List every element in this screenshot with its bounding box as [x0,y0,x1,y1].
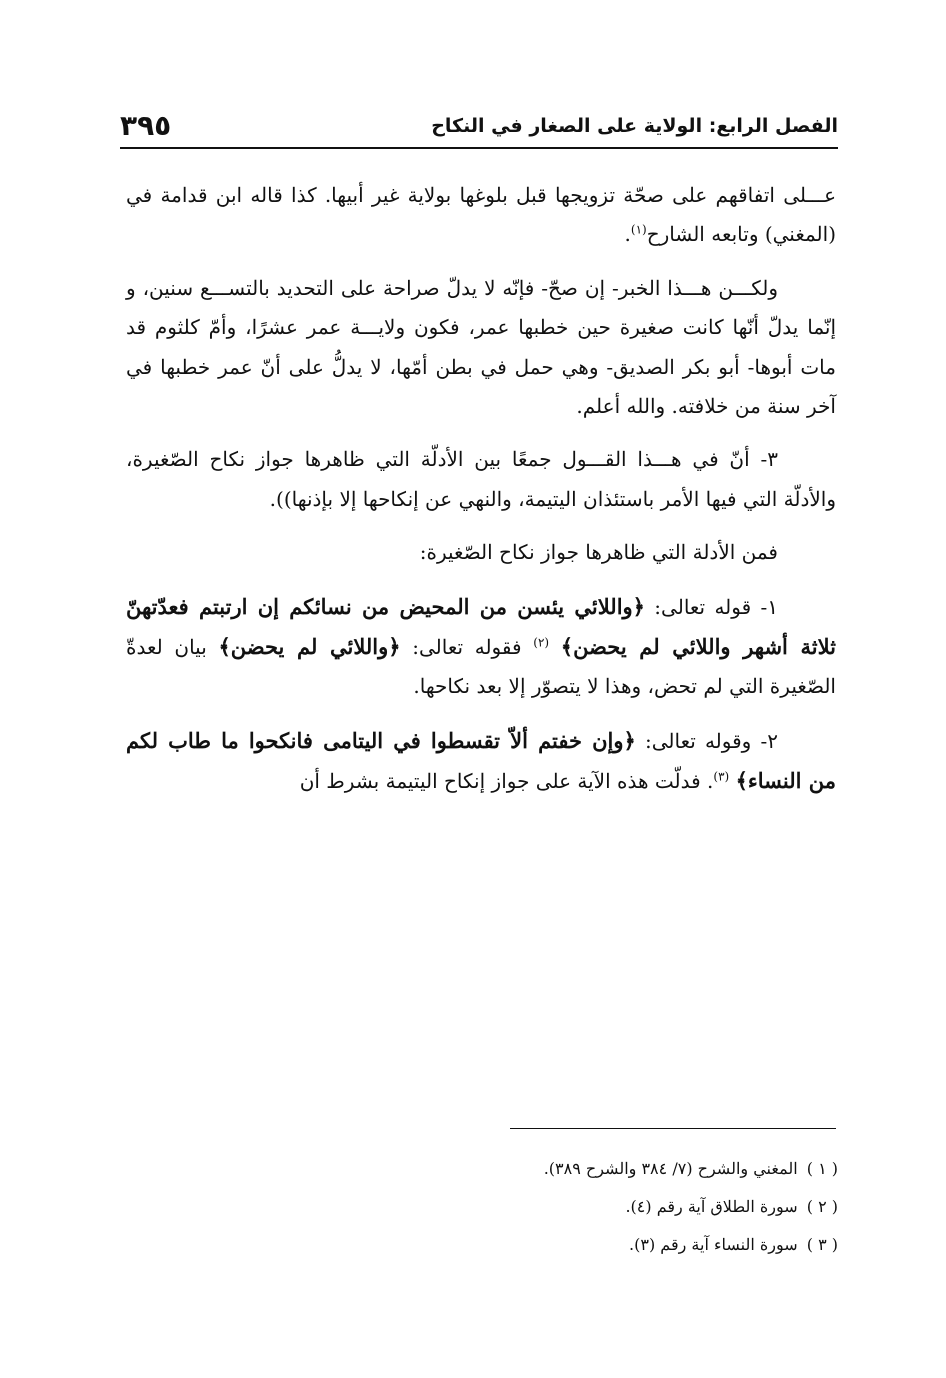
evidence-1-end: بيان لعدةّ الصّغيرة التي لم تحض، وهذا لا يتصوّر إلا بعد نكاحها. [126,635,836,699]
footnote-3-text: سورة النساء آية رقم (٣). [629,1235,798,1254]
footnote-ref-2: (٢) [533,635,550,650]
footnotes [126,1150,838,1264]
footnote-3-mark: ( ٣ ) [806,1235,838,1254]
paragraph-2: ولكـــن هـــذا الخبر- إن صحّ- فإنّه لا يدلّ صراحة على التحديد بالتســـع سنين، و إنّما يدلّ أنّها كانت صغيرة حين خطبها عمر، فكون ولايـــة عمر عشرًا، وأمّ كلثوم قد مات أبوها- أبو بكر الصديق- وهي حمل في بطن أمّها، لا يدلُّ على أنّ عمر خطبها في آخر سنة من خلافته. والله أعلم. [126,275,836,419]
paragraph-1-text: عـــلى اتفاقهم على صحّة تزويجها قبل بلوغها بولاية غير أبيها. كذا قاله ابن قدامة في (المغني) وتابعه الشارح [126,183,836,247]
footnote-rule [510,1128,836,1129]
paragraph-5 [126,587,836,707]
quran-verse-2: ﴿وإن خفتم ألاّ تقسطوا في اليتامى فانكحوا ما طاب لكم من النساء﴾ [126,727,836,794]
evidence-1-prefix: ١- قوله تعالى: [644,594,778,619]
footnote-2-text: سورة الطلاق آية رقم (٤). [625,1197,798,1216]
evidence-2-end: . فدلّت هذه الآية على جواز إنكاح اليتيمة بشرط أن [299,769,714,794]
footnote-1-mark: ( ١ ) [806,1159,838,1178]
footnote-1-text: المغني والشرح (٧/ ٣٨٤ والشرح ٣٨٩). [543,1159,798,1178]
footnote-2-mark: ( ٢ ) [806,1197,838,1216]
chapter-title: الفصل الرابع: الولاية على الصغار في النكاح [431,115,838,137]
header-rule [120,147,838,149]
running-header [120,108,838,144]
paragraph-4: فمن الأدلة التي ظاهرها جواز نكاح الصّغيرة: [419,540,778,565]
footnote-ref-3: (٣) [713,769,730,784]
footnote-2 [126,1188,838,1226]
evidence-1-middle: فقوله تعالى: [400,635,534,660]
page-number: ٣٩٥ [120,109,172,142]
paragraph-3: ٣- أنّ في هـــذا القـــول جمعًا بين الأدلّة التي ظاهرها جواز نكاح الصّغيرة، والأدلّة التي فيها الأمر باستئذان اليتيمة، والنهي عن إنكاحها إلا بإذنها)). [126,447,836,511]
main-text [126,176,836,802]
footnote-ref-1: (١) [630,222,647,237]
footnote-1 [126,1150,838,1188]
evidence-2-prefix: ٢- وقوله تعالى: [635,728,778,753]
footnote-3 [126,1226,838,1264]
paragraph-6 [126,721,836,802]
paragraph-1-end: . [624,222,631,247]
quran-verse-1b: ﴿واللائي لم يحضن﴾ [218,634,401,660]
paragraph-1 [126,176,836,255]
quran-verse-1: ﴿واللائي يئسن من المحيض من نسائكم إن ارتبتم فعدّتهنّ ثلاثة أشهر واللائي لم يحضن﴾ [126,593,836,660]
